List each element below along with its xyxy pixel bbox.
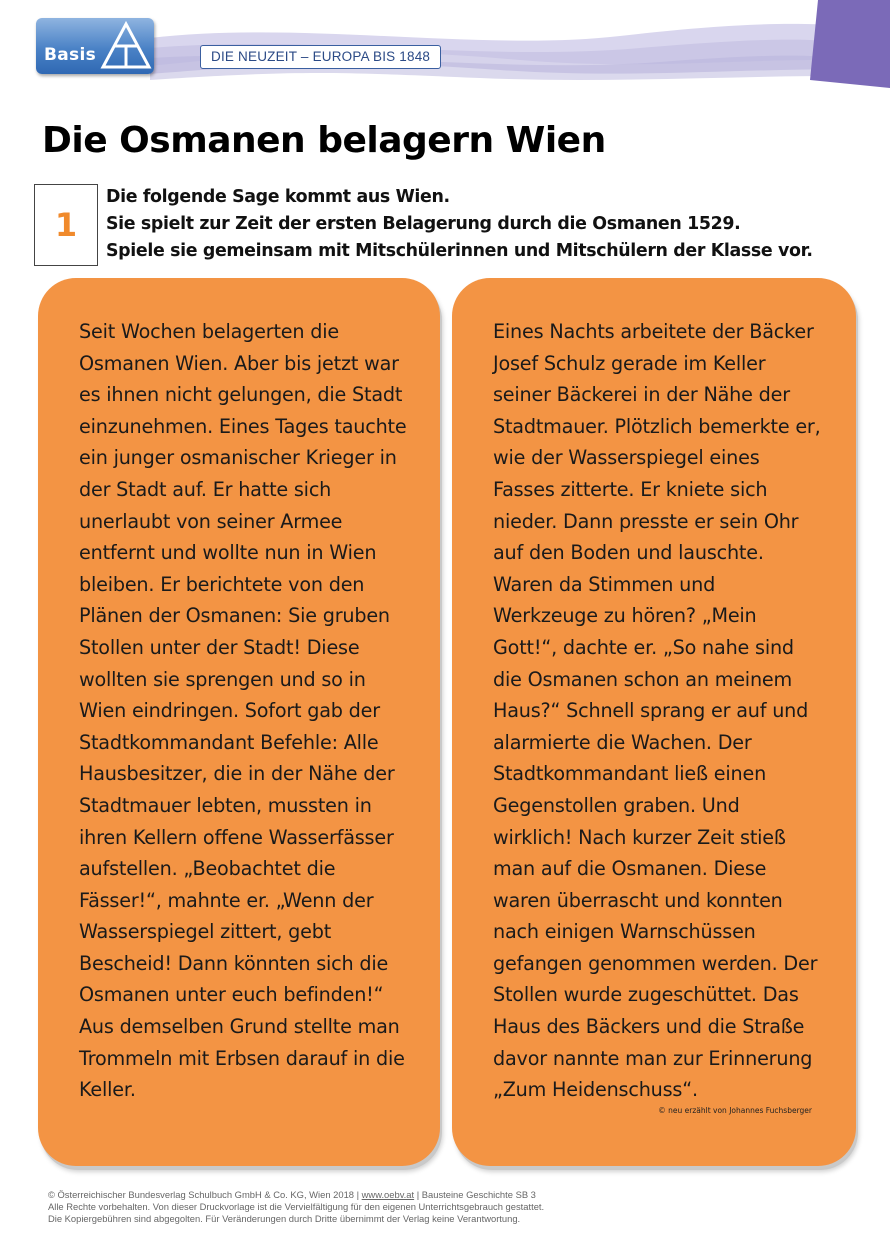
story-line: seiner Bäckerei in der Nähe der bbox=[493, 383, 790, 407]
page-title: Die Osmanen belagern Wien bbox=[42, 120, 606, 161]
story-line: Haus?“ Schnell sprang er auf und bbox=[493, 699, 809, 723]
story-text-left bbox=[79, 316, 407, 1106]
story-line: aufstellen. „Beobachtet die bbox=[79, 857, 336, 881]
task-number: 1 bbox=[34, 184, 98, 266]
story-line: einzunehmen. Eines Tages tauchte bbox=[79, 414, 407, 438]
footer-book-title: | Bausteine Geschichte SB 3 bbox=[414, 1189, 536, 1200]
footer-copyright: © Österreichischer Bundesverlag Schulbuch GmbH & Co. KG, Wien 2018 | bbox=[48, 1189, 362, 1200]
story-line: unerlaubt von seiner Armee bbox=[79, 509, 343, 533]
story-line: Josef Schulz gerade im Keller bbox=[493, 351, 766, 375]
story-line: Stadtkommandant Befehle: Alle bbox=[79, 730, 379, 754]
story-line: alarmierte die Wachen. Der bbox=[493, 730, 752, 754]
story-line: gefangen genommen werden. Der bbox=[493, 951, 818, 975]
footer-line-1 bbox=[48, 1189, 544, 1201]
story-line: Stadtmauer lebten, mussten in bbox=[79, 793, 372, 817]
story-line: davor nannte man zur Erinnerung bbox=[493, 1046, 813, 1070]
story-line: wie der Wasserspiegel eines bbox=[493, 446, 760, 470]
task-instructions bbox=[106, 184, 866, 265]
story-line: wirklich! Nach kurzer Zeit stieß bbox=[493, 825, 786, 849]
story-line: Fässer!“, mahnte er. „Wenn der bbox=[79, 888, 374, 912]
story-line: Eines Nachts arbeitete der Bäcker bbox=[493, 320, 814, 343]
story-line: Osmanen unter euch befinden!“ bbox=[79, 983, 384, 1007]
story-line: ein junger osmanischer Krieger in bbox=[79, 446, 397, 470]
story-line: Waren da Stimmen und bbox=[493, 572, 716, 596]
story-line: Gott!“, dachte er. „So nahe sind bbox=[493, 635, 794, 659]
story-line: Wien eindringen. Sofort gab der bbox=[79, 699, 380, 723]
story-line: Haus des Bäckers und die Straße bbox=[493, 1015, 805, 1039]
story-line: Stollen wurde zugeschüttet. Das bbox=[493, 983, 799, 1007]
instruction-line: Sie spielt zur Zeit der ersten Belagerung durch die Osmanen 1529. bbox=[106, 214, 741, 234]
story-card-left bbox=[38, 278, 440, 1166]
instruction-line: Spiele sie gemeinsam mit Mitschülerinnen und Mitschülern der Klasse vor. bbox=[106, 241, 813, 261]
footer-line-2: Alle Rechte vorbehalten. Von dieser Druckvorlage ist die Vervielfältigung für den eigenen Unterrichtsgebrauch gestattet. bbox=[48, 1201, 545, 1212]
story-line: waren überrascht und konnten bbox=[493, 888, 783, 912]
story-line: man auf die Osmanen. Diese bbox=[493, 857, 767, 881]
story-line: Werkzeuge zu hören? „Mein bbox=[493, 604, 757, 628]
story-line: Osmanen Wien. Aber bis jetzt war bbox=[79, 351, 399, 375]
story-line: Stadtmauer. Plötzlich bemerkte er, bbox=[493, 414, 821, 438]
footer-line-3: Die Kopiergebühren sind abgegolten. Für Veränderungen durch Dritte übernimmt der Verlag keine Verantwortung. bbox=[48, 1213, 521, 1224]
corner-tab bbox=[804, 0, 890, 88]
story-line: Stollen unter der Stadt! Diese bbox=[79, 635, 360, 659]
story-line: nieder. Dann presste er sein Ohr bbox=[493, 509, 799, 533]
story-line: Seit Wochen belagerten die bbox=[79, 320, 339, 343]
story-line: Keller. bbox=[79, 1078, 136, 1102]
story-line: es ihnen nicht gelungen, die Stadt bbox=[79, 383, 403, 407]
story-line: auf den Boden und lauschte. bbox=[493, 541, 764, 565]
story-line: Hausbesitzer, die in der Nähe der bbox=[79, 762, 395, 786]
triangle-logo-icon bbox=[100, 20, 152, 72]
story-line: „Zum Heidenschuss“. bbox=[493, 1078, 698, 1102]
publisher-link[interactable]: www.oebv.at bbox=[361, 1189, 415, 1200]
story-line: nach einigen Warnschüssen bbox=[493, 920, 756, 944]
story-line: Plänen der Osmanen: Sie gruben bbox=[79, 604, 390, 628]
basis-logo bbox=[36, 18, 154, 74]
story-text-right bbox=[493, 316, 821, 1106]
story-line: Trommeln mit Erbsen darauf in die bbox=[79, 1046, 405, 1070]
story-line: Stadtkommandant ließ einen bbox=[493, 762, 767, 786]
story-card-right bbox=[452, 278, 856, 1166]
story-line: Fasses zitterte. Er kniete sich bbox=[493, 477, 768, 501]
section-tag: DIE NEUZEIT – EUROPA BIS 1848 bbox=[200, 45, 441, 69]
story-line: Wasserspiegel zittert, gebt bbox=[79, 920, 332, 944]
logo-text: Basis bbox=[44, 45, 96, 65]
story-line: Aus demselben Grund stellte man bbox=[79, 1015, 400, 1039]
author-credit: © neu erzählt von Johannes Fuchsberger bbox=[658, 1106, 812, 1115]
story-line: Bescheid! Dann könnten sich die bbox=[79, 951, 389, 975]
instruction-line: Die folgende Sage kommt aus Wien. bbox=[106, 187, 450, 207]
story-line: entfernt und wollte nun in Wien bbox=[79, 541, 377, 565]
footer bbox=[48, 1189, 544, 1225]
story-line: die Osmanen schon an meinem bbox=[493, 667, 792, 691]
story-line: der Stadt auf. Er hatte sich bbox=[79, 477, 332, 501]
story-line: wollten sie sprengen und so in bbox=[79, 667, 366, 691]
story-line: bleiben. Er berichtete von den bbox=[79, 572, 365, 596]
story-line: Gegenstollen graben. Und bbox=[493, 793, 740, 817]
story-line: ihren Kellern offene Wasserfässer bbox=[79, 825, 394, 849]
